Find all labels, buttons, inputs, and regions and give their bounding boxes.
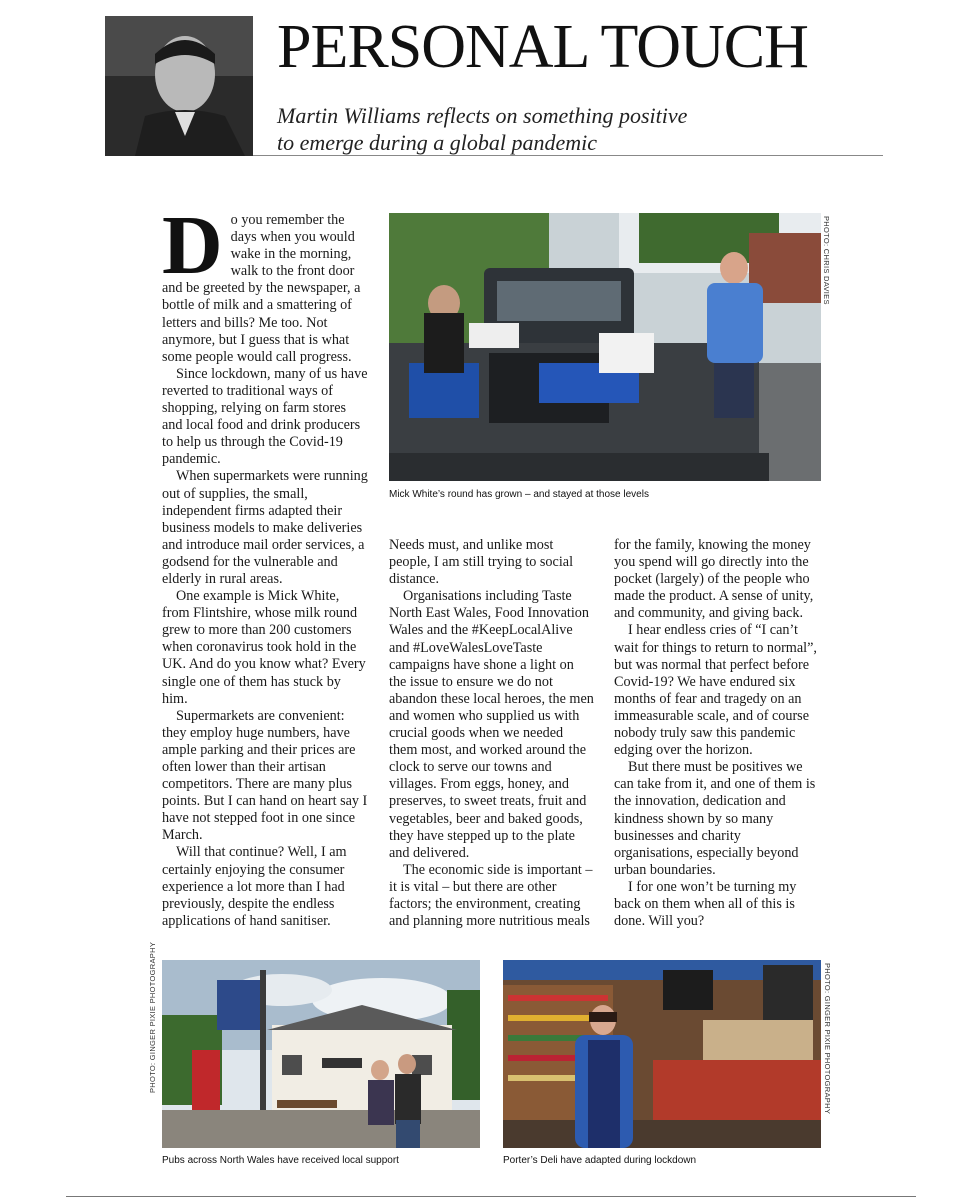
paragraph: I for one won’t be turning my back on them when all of this is done. Will you? [614, 878, 797, 930]
footer-divider [66, 1196, 916, 1197]
paragraph [162, 199, 368, 366]
paragraph: for the family, knowing the money you spend will go directly into the pocket (largely) of the people who made the product. A sense of unity, and community, and giving back. [614, 537, 814, 622]
photo-caption: Porter’s Deli have adapted during lockdown [503, 1155, 697, 1166]
author-portrait [105, 16, 253, 156]
pub-image [162, 960, 480, 1148]
paragraph: I hear endless cries of “I can’t wait for things to return to normal”, but was normal that perfect before Covid-19? We have endured six months of fear and tragedy on an immeasurable scale, and of course nobody truly saw this pandemic edging over the horizon. [614, 622, 817, 759]
paragraph: When supermarkets were running out of supplies, the small, independent firms adapted their business models to make deliveries and introduce mail order services, a godsend for the vulnerable and elderly in rural areas. [162, 468, 368, 587]
standfirst-line: Martin Williams reflects on something positive [277, 103, 688, 128]
milk-round-image [389, 213, 821, 481]
paragraph: Organisations including Taste North East Wales, Food Innovation Wales and the #KeepLocalAlive and #LoveWalesLoveTaste campaigns have shone a light on the issue to ensure we do not abandon these local heroes, the men and women who supplied us with crucial goods when we needed them most, and worked around the clock to serve our towns and villages. From eggs, honey, and preserves, to sweet treats, fruit and vegetables, beer and baked goods, they have stepped up to the plate and delivered. [389, 588, 594, 861]
standfirst-line: to emerge during a global pandemic [277, 130, 597, 155]
photo-caption: Mick White’s round has grown – and stayed at those levels [389, 489, 649, 500]
paragraph: Will that continue? Well, I am certainly enjoying the consumer experience a lot more than I had previously, despite the endless applications of hand sanitiser. [162, 844, 347, 929]
article-column-3 [614, 537, 820, 930]
paragraph: The economic side is important – it is vital – but there are other factors; the environment, creating and planning more nutritious meals [389, 861, 593, 930]
deli-image [503, 960, 821, 1148]
header-divider [253, 155, 883, 156]
photo-credit: PHOTO: GINGER PIXIE PHOTOGRAPHY [823, 963, 832, 1115]
photo-credit: PHOTO: CHRIS DAVIES [822, 216, 831, 305]
article-header [105, 13, 880, 156]
pub-photo [162, 960, 480, 1148]
deli-photo [503, 960, 821, 1148]
paragraph-text: o you remember the days when you would wake in the morning, walk to the front door and be greeted by the newspaper, a bottle of milk and a smattering of letters and bills? Me too. Not anymore, but I guess that is what some people would call progress. [162, 212, 361, 365]
photo-caption: Pubs across North Wales have received local support [162, 1155, 399, 1166]
paragraph: Needs must, and unlike most people, I am still trying to social distance. [389, 537, 574, 588]
photo-credit: PHOTO: GINGER PIXIE PHOTOGRAPHY [148, 941, 157, 1093]
article-column-2 [389, 537, 594, 930]
author-portrait-image [105, 16, 253, 156]
page-title: PERSONAL TOUCH [277, 13, 808, 81]
paragraph: But there must be positives we can take from it, and one of them is the innovation, dedication and kindness shown by so many businesses and charity organisations, especially beyond urban boundaries. [614, 759, 816, 878]
drop-cap: D [162, 199, 223, 292]
article-column-1 [162, 199, 368, 930]
paragraph: Since lockdown, many of us have reverted to traditional ways of shopping, relying on farm stores and local food and drink producers to help us through the Covid-19 pandemic. [162, 365, 368, 468]
milk-round-photo [389, 213, 821, 481]
paragraph: Supermarkets are convenient: they employ huge numbers, have ample parking and their prices are often lower than their artisan competitors. There are many plus points. But I can hand on heart say I have not stepped foot in one since March. [162, 707, 368, 844]
standfirst [277, 102, 797, 156]
paragraph: One example is Mick White, from Flintshire, whose milk round grew to more than 200 customers when coronavirus took hold in the UK. And do you know what? Every single one of them has stuck by him. [162, 588, 366, 707]
